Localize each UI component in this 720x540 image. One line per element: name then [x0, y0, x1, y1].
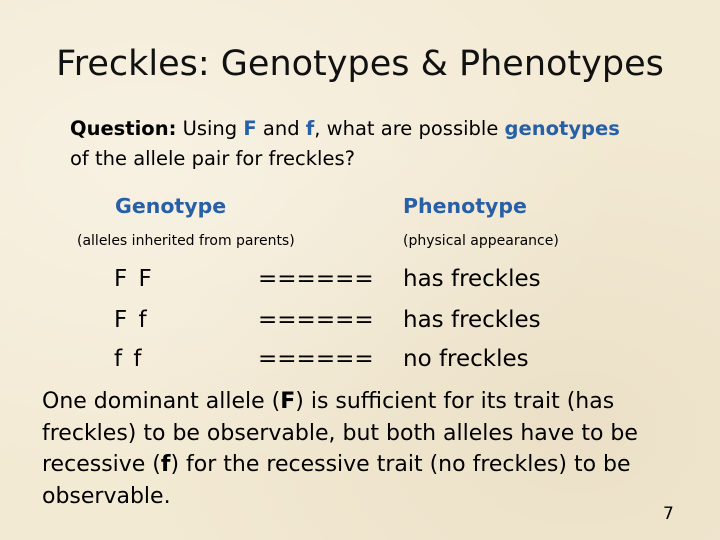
explanation-part1: One dominant allele ( — [42, 389, 281, 414]
question-line-1 — [70, 114, 620, 144]
question-line-2: of the allele pair for freckles? — [70, 147, 355, 170]
phenotype-row-2: has freckles — [403, 307, 541, 333]
question-text — [70, 114, 620, 174]
dominant-allele: F — [243, 117, 257, 140]
equals-row-2: ====== — [258, 307, 374, 333]
page-number: 7 — [663, 504, 674, 524]
explanation-part2: ) is sufficient for its trait (has freckles) to be observable, but both alleles have to be recessive ( — [42, 389, 638, 477]
explanation-part3: ) for the recessive trait (no freckles) to be observable. — [42, 452, 631, 509]
question-part2: and — [256, 117, 306, 140]
explanation-recessive-allele: f — [160, 452, 171, 477]
equals-row-1: ====== — [258, 266, 374, 292]
equals-row-3: ====== — [258, 346, 374, 372]
question-part3: , what are possible — [314, 117, 505, 140]
phenotype-subheader: (physical appearance) — [403, 233, 559, 249]
slide-title: Freckles: Genotypes & Phenotypes — [56, 44, 664, 84]
genotype-ff-upper: F F — [114, 266, 154, 292]
phenotype-row-3: no freckles — [403, 346, 529, 372]
recessive-allele: f — [305, 117, 315, 140]
question-part1: Using — [176, 117, 244, 140]
genotype-header: Genotype — [115, 194, 227, 218]
phenotype-header: Phenotype — [403, 194, 527, 218]
genotype-ff-lower: f f — [114, 346, 144, 372]
explanation-paragraph — [42, 386, 682, 512]
explanation-dominant-allele: F — [280, 389, 296, 414]
question-label: Question: — [70, 117, 177, 140]
genotype-ff-mixed: F f — [114, 307, 149, 333]
genotype-subheader: (alleles inherited from parents) — [77, 233, 295, 249]
phenotype-row-1: has freckles — [403, 266, 541, 292]
genotypes-word: genotypes — [504, 117, 620, 140]
